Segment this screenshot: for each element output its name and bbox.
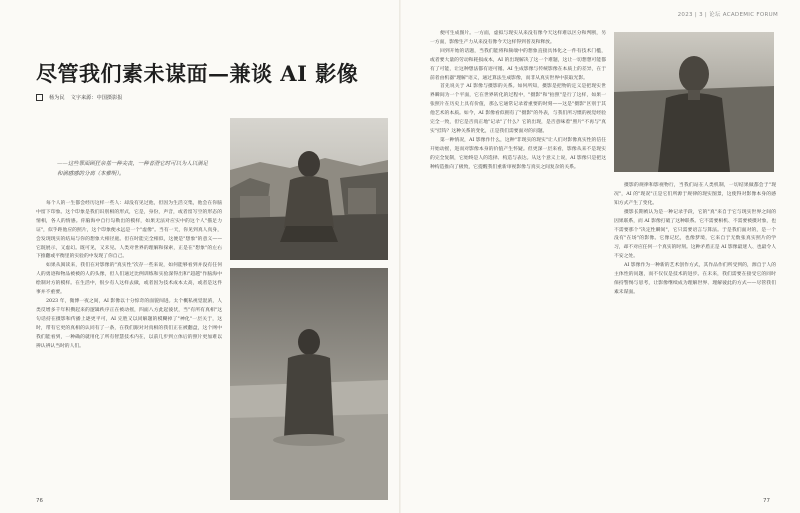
paragraph: 摄影长期被认为是一种记录手段，它的"真"来自于它与现实世界之间的因果联系，而 AI 影像打破了这种联系。它不需要相机、不需要被摄对象，也不需要那个"决定性瞬间"，它只需要语言与算法。于是我们面对的，是一个没有"在场"的影像。它像记忆，也像梦境，它来自于无数张真实照片的学习，却不对应任何一个真实的时刻。这种矛盾正是 AI 影像最迷人、也最令人不安之处。	[614, 209, 776, 260]
paragraph: 第一种情况，AI 影像作什么，这种"非现实的现实"让人们对影像真实性的信任开始动摇，进而对影像本身的价值产生怀疑。但更深一层来看，影像从来不是现实的完全复制，它始终是人的选择、构造与表达。从这个意义上说，AI 影像只是把这种构造推向了极致，它提醒我们重新审视影像与真实之间复杂的关系。	[430, 137, 606, 170]
paragraph: 摄影的规律和影视物行，当我们站在人类机制，一切结果做都会于"现况"，AI 的"现况"正是它们所源于规律的现实图景，这使得对影像本身的感知方式产生了变化。	[614, 183, 776, 206]
paragraph: 首先说关于 AI 影像与摄影的关系。如何所知，摄影是把物的定义是把现实世界瞬间为一个平面，它在世界转化的过程中，"摄影"和"拍照"是行了这样，如果一张照片在历史上具有价值，那么它通常记录着重要的时刻——这是"摄影"区别于其他艺术的本质。如今，AI 影像看似拥有了"摄影"的外表，与我们所习惯的视觉经验完全一致，但它是否真正地"记录"了什么？它的出现，是否意味着"照片"不再与"真实"挂钩？这种关系的变化，正是我们需要面对的问题。	[430, 84, 606, 134]
paragraph: 每个人的一生都会经历这样一些人：却没有见过他，但因为生活交集，他会在你脑中留下印象。这个印象是我们识别相的形式，它是，身份，声音，或者留写空的形态的情相，各人的情感。你脑海中自行勾勒出的模样，如果无法对应实中的这个人"描足力证"，似乎距他应的照片，这个印象便永远是一个"虚像"。当有一天，你见到真人真身，会发现现实的结局与你的想象大相径庭。但在时能完全相似，这便是"想象"的意义——它既展示，又虚幻。既可见，又未见。人类对世界的理解和探索，正是在"想象"的左右下推翻或平衡里的实验的中发现了你自己。	[36, 201, 222, 260]
middle-column-text	[430, 30, 606, 500]
right-page	[400, 0, 800, 513]
page-number-right: 77	[763, 498, 770, 504]
square-icon	[36, 94, 43, 101]
left-column-text	[36, 200, 222, 495]
paragraph: 2023 年，微博一夜之间，AI 影像以十分惊奇的面貌闯进。太个概私视觉混淆，人类反增多千年积攒起来的逻辑秩序正在被动摇，四面八方此起彼伏，当"有所有真相"这句话持在摄影和传播上逐更平可，AI 完胜又以同解题的模糊掉了"神化"一层关于，这时，带有它更的真相的认同有了一条，在我们跟对对真相的我们正在被翻盘，这个网中我们能看到，一种确的就用化了所有智慧技术内在，以前几步到立体后的照片更加难以辨认辨认当时的人们。	[36, 298, 222, 349]
photo-village-man	[230, 118, 388, 260]
epigraph-quote: ——这些罪面顾狂亲基一种尖丧，一种者澄它时可以为人以满足和满感感的分离（本雅明）。	[57, 161, 208, 177]
page-number-left: 76	[36, 498, 43, 504]
paragraph: 回到开始的话题，当我们能将和频端中的想象直接具体化之一件有技术门槛，或者要大量的劳动和耗损成本，AI 的出现解决了这一个难题，这让一切想想可能都有了可能，让这种想法都有迹可循。AI 生成影像与传统影像在本质上的差异，在于前者由机器"理解"语义，通过算法生成影像，而非从真实世界中获取光影。	[430, 48, 606, 81]
photo-man-in-water	[230, 268, 388, 500]
paragraph: 如果从阅读来，我们在对影像的"真实性"次存一些来说，如何能够看到并没有任何人的勇迹和物品被被的人的头像，但人们通过比例训练和实验深得出和"超越"作脑海中绘制对方的模样。在生活中，很少有人这样去做，或者因为技术成本太高，或者是这件事并不重要。	[36, 263, 222, 296]
running-header: 2023 | 3 | 论坛 ACADEMIC FORUM	[677, 12, 778, 18]
byline	[36, 94, 122, 101]
paragraph: 便可生成图片。一方面，虚拟与现实从来没有像今天这样难以区分和判断，另一方面，影像生产力从来没有像今天这样得到普及和释放。	[430, 31, 606, 45]
paragraph: AI 影像作为一种新的艺术创作方式，其作品作们所受到的，源自于人的主体性的问题，而不仅仅是技术的进步。在未来，我们需要在接受它的同时保持警惕与思考，让影像继续成为理解世界、理解彼此的方式——尽管我们素未谋面。	[614, 263, 776, 295]
photo-elderly-man	[614, 32, 774, 172]
article-title: 尽管我们素未谋面—兼谈 AI 影像	[36, 61, 359, 86]
author-name: 杨为民	[49, 95, 65, 101]
right-column-text	[614, 182, 776, 500]
author-affiliation: 文字来源：中国摄影报	[70, 95, 123, 101]
